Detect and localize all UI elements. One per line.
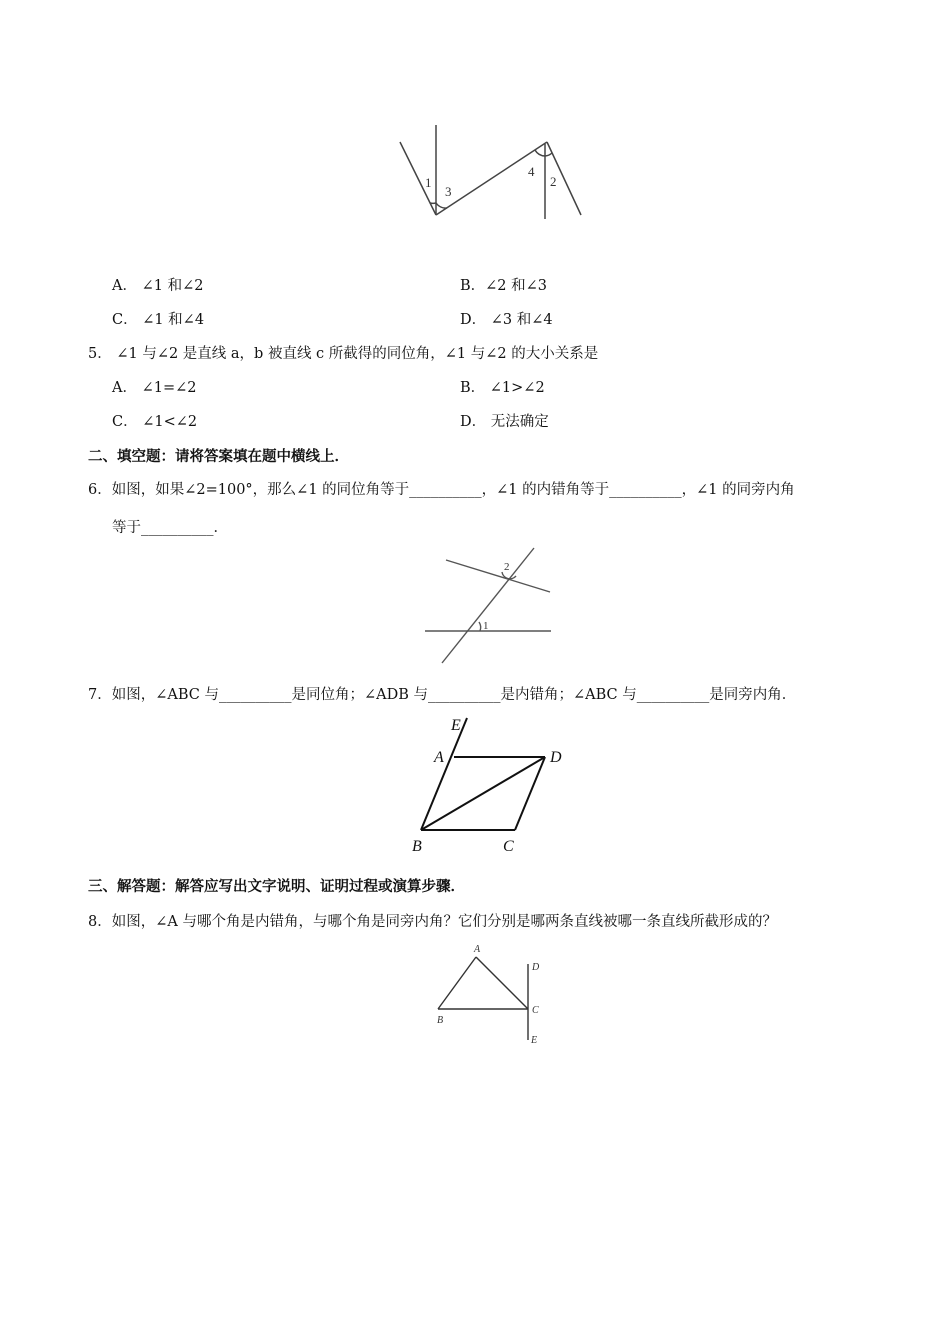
point-label-c: C xyxy=(503,838,514,855)
point-label-a: A xyxy=(434,749,444,766)
figure-q7 xyxy=(405,712,575,860)
point-label-b: B xyxy=(412,838,422,855)
point-label-c: C xyxy=(532,1005,539,1016)
angle-label-4: 4 xyxy=(528,164,535,179)
q4-option-d: D． ∠3 和∠4 xyxy=(460,312,553,328)
angle-label-2: 2 xyxy=(504,561,510,573)
point-label-b: B xyxy=(437,1015,444,1026)
q8-text: 8．如图，∠A 与哪个角是内错角，与哪个角是同旁内角？它们分别是哪两条直线被哪一条直线所截形成的？ xyxy=(88,914,777,930)
figure-q8 xyxy=(428,940,553,1048)
angle-label-1: 1 xyxy=(425,175,432,190)
angle-label-1: 1 xyxy=(483,620,489,632)
q5-option-a: A． ∠1=∠2 xyxy=(112,380,197,396)
q5-option-c: C． ∠1<∠2 xyxy=(112,414,198,430)
point-label-d: D xyxy=(550,749,562,766)
angle-label-2: 2 xyxy=(550,174,557,189)
point-label-e: E xyxy=(531,1035,538,1046)
q6-line-2: 等于__________． xyxy=(112,520,228,536)
q4-option-c: C． ∠1 和∠4 xyxy=(112,312,205,328)
point-label-a: A xyxy=(474,944,481,955)
q7-text: 7．如图，∠ABC 与__________是同位角；∠ADB 与__________是内错角；∠ABC 与__________是同旁内角． xyxy=(88,687,797,703)
q5-option-d: D． 无法确定 xyxy=(460,414,549,430)
figure-q6 xyxy=(420,545,560,667)
figure-q4 xyxy=(395,120,590,225)
q4-option-b: B．∠2 和∠3 xyxy=(460,278,548,294)
q5-option-b: B． ∠1>∠2 xyxy=(460,380,545,396)
q6-line-1: 6．如图，如果∠2=100°，那么∠1 的同位角等于__________，∠1 的内错角等于__________，∠1 的同旁内角 xyxy=(88,482,795,498)
q4-option-a: A． ∠1 和∠2 xyxy=(112,278,204,294)
point-label-e: E xyxy=(451,717,461,734)
point-label-d: D xyxy=(532,962,540,973)
angle-label-3: 3 xyxy=(445,184,452,199)
section-2-heading: 二、填空题：请将答案填在题中横线上． xyxy=(88,449,349,465)
section-3-heading: 三、解答题：解答应写出文字说明、证明过程或演算步骤． xyxy=(88,879,465,895)
q5-stem: 5． ∠1 与∠2 是直线 a，b 被直线 c 所截得的同位角，∠1 与∠2 的大小关系是 xyxy=(88,346,599,362)
